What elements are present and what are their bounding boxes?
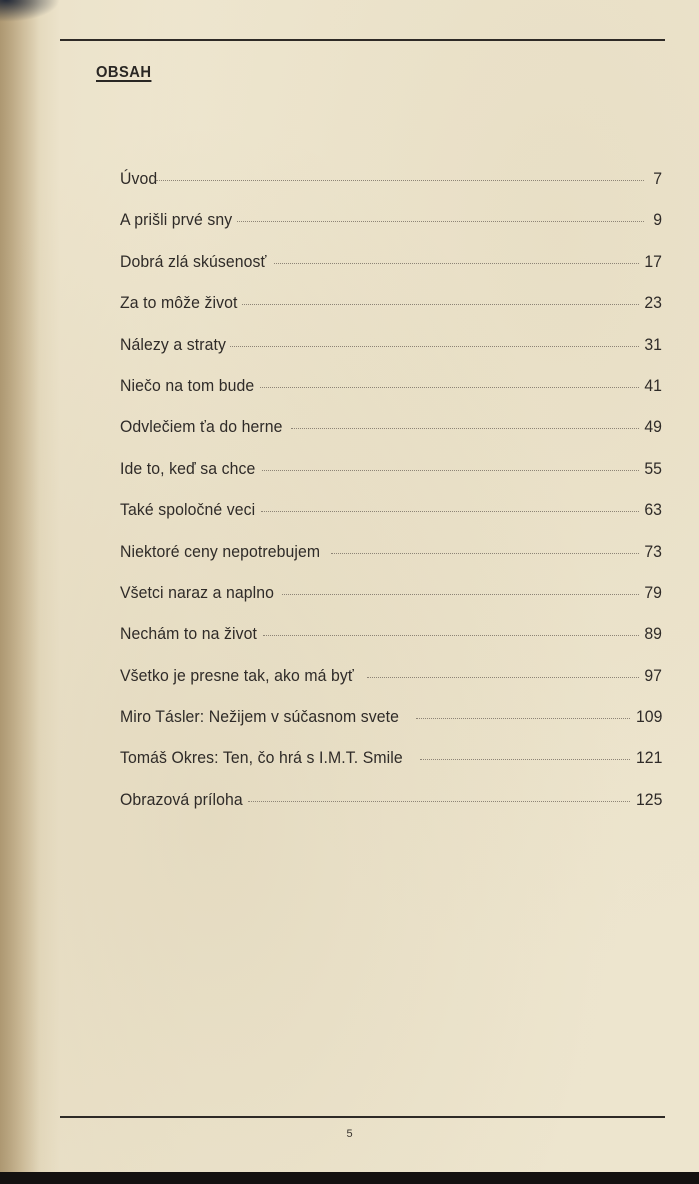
toc-entry-page: 9 bbox=[653, 210, 662, 230]
toc-entry-page: 73 bbox=[644, 541, 662, 561]
toc-entry-title: Tomáš Okres: Ten, čo hrá s I.M.T. Smile bbox=[120, 748, 403, 768]
toc-entry-page: 79 bbox=[644, 582, 662, 602]
scan-bottom-edge bbox=[0, 1172, 699, 1184]
toc-entry-page: 41 bbox=[644, 375, 662, 395]
toc-entry bbox=[120, 535, 662, 576]
toc-dot-leader bbox=[367, 677, 639, 678]
toc-entry-title: Niečo na tom bude bbox=[120, 375, 255, 395]
toc-entry-page: 49 bbox=[644, 417, 662, 437]
toc-entry-page: 17 bbox=[644, 251, 662, 271]
toc-dot-leader bbox=[263, 635, 639, 636]
toc-entry-title: Úvod bbox=[120, 169, 158, 188]
toc-entry bbox=[120, 659, 662, 700]
bottom-rule bbox=[60, 1116, 665, 1118]
toc-entry-title: Všetci naraz a naplno bbox=[120, 582, 275, 602]
toc-entry-title: Odvlečiem ťa do herne bbox=[120, 417, 283, 437]
toc-entry-title: Dobrá zlá skúsenosť bbox=[120, 251, 267, 271]
toc-dot-leader bbox=[156, 180, 644, 181]
toc-entry bbox=[120, 286, 662, 327]
toc-entry-page: 125 bbox=[635, 789, 662, 809]
toc-dot-leader bbox=[331, 553, 639, 554]
toc-entry-page: 7 bbox=[653, 169, 662, 188]
toc-entry-title: Ide to, keď sa chce bbox=[120, 458, 256, 478]
toc-entry bbox=[120, 369, 662, 410]
toc-entry bbox=[120, 410, 662, 451]
toc-entry-page: 121 bbox=[635, 748, 662, 768]
toc-dot-leader bbox=[237, 221, 644, 222]
toc-entry bbox=[120, 741, 662, 782]
toc-entry bbox=[120, 328, 662, 369]
toc-dot-leader bbox=[261, 511, 639, 512]
toc-dot-leader bbox=[260, 387, 639, 388]
toc-entry bbox=[120, 162, 662, 203]
toc-dot-leader bbox=[282, 594, 639, 595]
table-of-contents bbox=[120, 162, 662, 824]
toc-entry-title: Také spoločné veci bbox=[120, 500, 256, 520]
toc-dot-leader bbox=[262, 470, 639, 471]
toc-dot-leader bbox=[274, 263, 640, 264]
toc-entry-title: A prišli prvé sny bbox=[120, 210, 233, 230]
toc-entry-page: 31 bbox=[644, 334, 662, 354]
toc-entry-page: 109 bbox=[635, 707, 662, 727]
toc-entry-title: Nechám to na život bbox=[120, 624, 258, 644]
toc-entry bbox=[120, 700, 662, 741]
toc-entry bbox=[120, 576, 662, 617]
toc-entry bbox=[120, 203, 662, 244]
toc-dot-leader bbox=[248, 801, 630, 802]
toc-entry-page: 23 bbox=[644, 293, 662, 313]
corner-shadow bbox=[0, 0, 60, 22]
toc-dot-leader bbox=[230, 346, 639, 347]
toc-entry-title: Všetko je presne tak, ako má byť bbox=[120, 665, 354, 685]
toc-entry-page: 55 bbox=[644, 458, 662, 478]
toc-entry-title: Miro Tásler: Nežijem v súčasnom svete bbox=[120, 707, 400, 727]
toc-entry bbox=[120, 452, 662, 493]
toc-entry bbox=[120, 493, 662, 534]
toc-entry-title: Za to môže život bbox=[120, 293, 238, 313]
toc-entry-title: Niektoré ceny nepotrebujem bbox=[120, 541, 321, 561]
toc-entry bbox=[120, 245, 662, 286]
toc-entry-page: 97 bbox=[644, 665, 662, 685]
toc-heading: OBSAH bbox=[96, 64, 152, 81]
toc-entry-page: 89 bbox=[644, 624, 662, 644]
toc-dot-leader bbox=[291, 428, 639, 429]
spine-shadow bbox=[0, 0, 40, 1172]
toc-dot-leader bbox=[242, 304, 639, 305]
toc-entry-title: Nálezy a straty bbox=[120, 334, 226, 354]
toc-dot-leader bbox=[416, 718, 630, 719]
toc-dot-leader bbox=[420, 759, 630, 760]
toc-entry bbox=[120, 783, 662, 824]
toc-entry bbox=[120, 617, 662, 658]
toc-entry-title: Obrazová príloha bbox=[120, 789, 243, 809]
top-rule bbox=[60, 39, 665, 41]
page-number: 5 bbox=[346, 1128, 353, 1140]
toc-entry-page: 63 bbox=[644, 500, 662, 520]
